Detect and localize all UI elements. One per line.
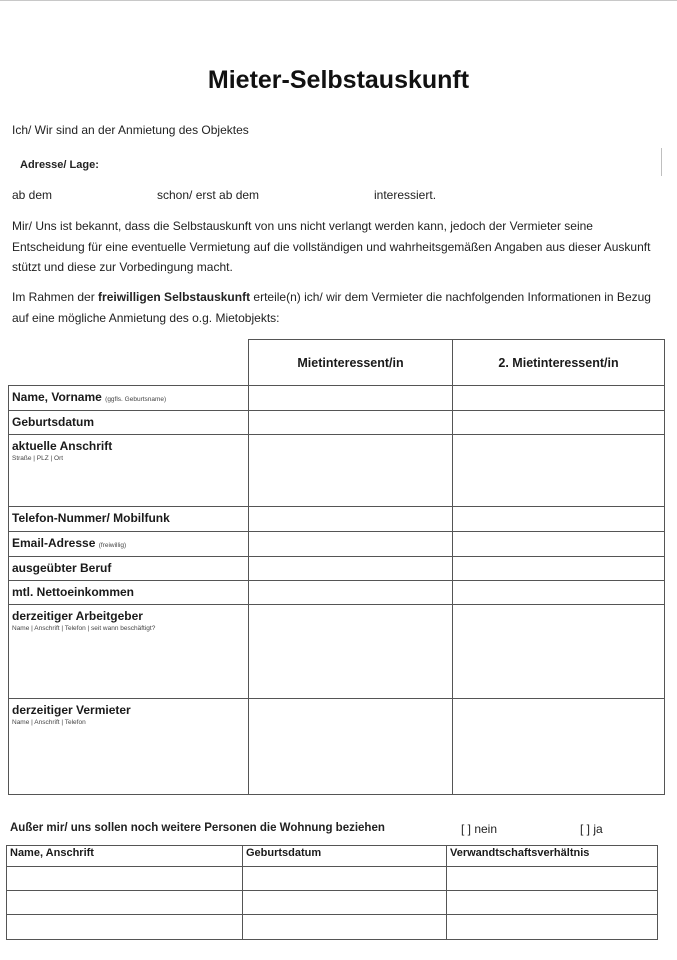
intro-line: Ich/ Wir sind an der Anmietung des Objektes bbox=[12, 123, 249, 137]
option-ja-checkbox[interactable]: [ ] ja bbox=[580, 822, 603, 836]
table-header-row bbox=[9, 340, 665, 386]
address-label: Adresse/ Lage: bbox=[20, 159, 99, 171]
tenant-info-table bbox=[8, 339, 665, 795]
header-empty-cell bbox=[9, 340, 249, 386]
interessiert-label: interessiert. bbox=[374, 188, 437, 202]
voluntary-paragraph: Im Rahmen der freiwilligen Selbstauskunft erteile(n) ich/ wir dem Vermieter die nachfolgenden Informationen in Bezug auf eine mögliche Anmietung des o.g. Mietobjekts: bbox=[12, 290, 651, 325]
table-row bbox=[9, 532, 665, 557]
input-cell[interactable] bbox=[7, 867, 243, 891]
row-label: derzeitiger Vermieter Name | Anschrift | Telefon bbox=[9, 699, 249, 795]
input-cell[interactable] bbox=[243, 867, 447, 891]
row-label: derzeitiger Arbeitgeber Name | Anschrift | Telefon | seit wann beschäftigt? bbox=[9, 605, 249, 699]
input-cell[interactable] bbox=[249, 411, 453, 435]
header-tenant-1: Mietinteressent/in bbox=[249, 340, 453, 386]
input-cell[interactable] bbox=[453, 605, 665, 699]
input-cell[interactable] bbox=[447, 891, 658, 915]
input-cell[interactable] bbox=[249, 532, 453, 557]
row-label: ausgeübter Beruf bbox=[9, 557, 249, 581]
input-cell[interactable] bbox=[453, 699, 665, 795]
input-cell[interactable] bbox=[7, 915, 243, 940]
input-cell[interactable] bbox=[453, 411, 665, 435]
input-cell[interactable] bbox=[249, 557, 453, 581]
table-row bbox=[9, 699, 665, 795]
schon-erst-label: schon/ erst ab dem bbox=[157, 188, 260, 202]
page-title: Mieter-Selbstauskunft bbox=[207, 66, 470, 94]
input-cell[interactable] bbox=[453, 507, 665, 532]
header-name-address: Name, Anschrift bbox=[7, 846, 243, 867]
input-cell[interactable] bbox=[249, 507, 453, 532]
table-row bbox=[9, 581, 665, 605]
table-row bbox=[9, 411, 665, 435]
input-cell[interactable] bbox=[249, 435, 453, 507]
input-cell[interactable] bbox=[447, 867, 658, 891]
table-row bbox=[9, 557, 665, 581]
table-row bbox=[9, 507, 665, 532]
additional-persons-question: Außer mir/ uns sollen noch weitere Personen die Wohnung beziehen bbox=[10, 822, 385, 834]
persons-header-row bbox=[7, 846, 658, 867]
input-cell[interactable] bbox=[453, 581, 665, 605]
table-row bbox=[7, 891, 658, 915]
table-row bbox=[9, 605, 665, 699]
input-cell[interactable] bbox=[249, 386, 453, 411]
row-label: aktuelle Anschrift Straße | PLZ | Ort bbox=[9, 435, 249, 507]
ab-dem-label: ab dem bbox=[12, 188, 53, 202]
header-tenant-2: 2. Mietinteressent/in bbox=[453, 340, 665, 386]
input-cell[interactable] bbox=[249, 699, 453, 795]
disclaimer-paragraph: Mir/ Uns ist bekannt, dass die Selbstauskunft von uns nicht verlangt werden kann, jedoch der Vermieter seine Entscheidung für eine eventuelle Vermietung auf die vollständigen und wahrheitsgemäßen Angaben aus dieser Auskunft stützt und diese zur Vorbedingung macht. bbox=[12, 219, 651, 274]
header-birthdate: Geburtsdatum bbox=[243, 846, 447, 867]
additional-persons-table bbox=[6, 845, 658, 940]
input-cell[interactable] bbox=[243, 915, 447, 940]
row-label: Telefon-Nummer/ Mobilfunk bbox=[9, 507, 249, 532]
table-row bbox=[7, 867, 658, 891]
row-label: Email-Adresse (freiwillig) bbox=[9, 532, 249, 557]
input-cell[interactable] bbox=[249, 581, 453, 605]
input-cell[interactable] bbox=[453, 386, 665, 411]
table-row bbox=[9, 386, 665, 411]
option-nein-checkbox[interactable]: [ ] nein bbox=[461, 822, 498, 836]
top-border bbox=[0, 0, 677, 1]
table-row bbox=[7, 915, 658, 940]
row-label: Geburtsdatum bbox=[9, 411, 249, 435]
input-cell[interactable] bbox=[249, 605, 453, 699]
input-cell[interactable] bbox=[447, 915, 658, 940]
input-cell[interactable] bbox=[453, 532, 665, 557]
input-cell[interactable] bbox=[7, 891, 243, 915]
input-cell[interactable] bbox=[243, 891, 447, 915]
table-row bbox=[9, 435, 665, 507]
header-relationship: Verwandtschaftsverhältnis bbox=[447, 846, 658, 867]
input-cell[interactable] bbox=[453, 557, 665, 581]
input-cell[interactable] bbox=[453, 435, 665, 507]
row-label: mtl. Nettoeinkommen bbox=[9, 581, 249, 605]
scan-edge-mark bbox=[661, 148, 662, 176]
row-label: Name, Vorname (ggfls. Geburtsname) bbox=[9, 386, 249, 411]
